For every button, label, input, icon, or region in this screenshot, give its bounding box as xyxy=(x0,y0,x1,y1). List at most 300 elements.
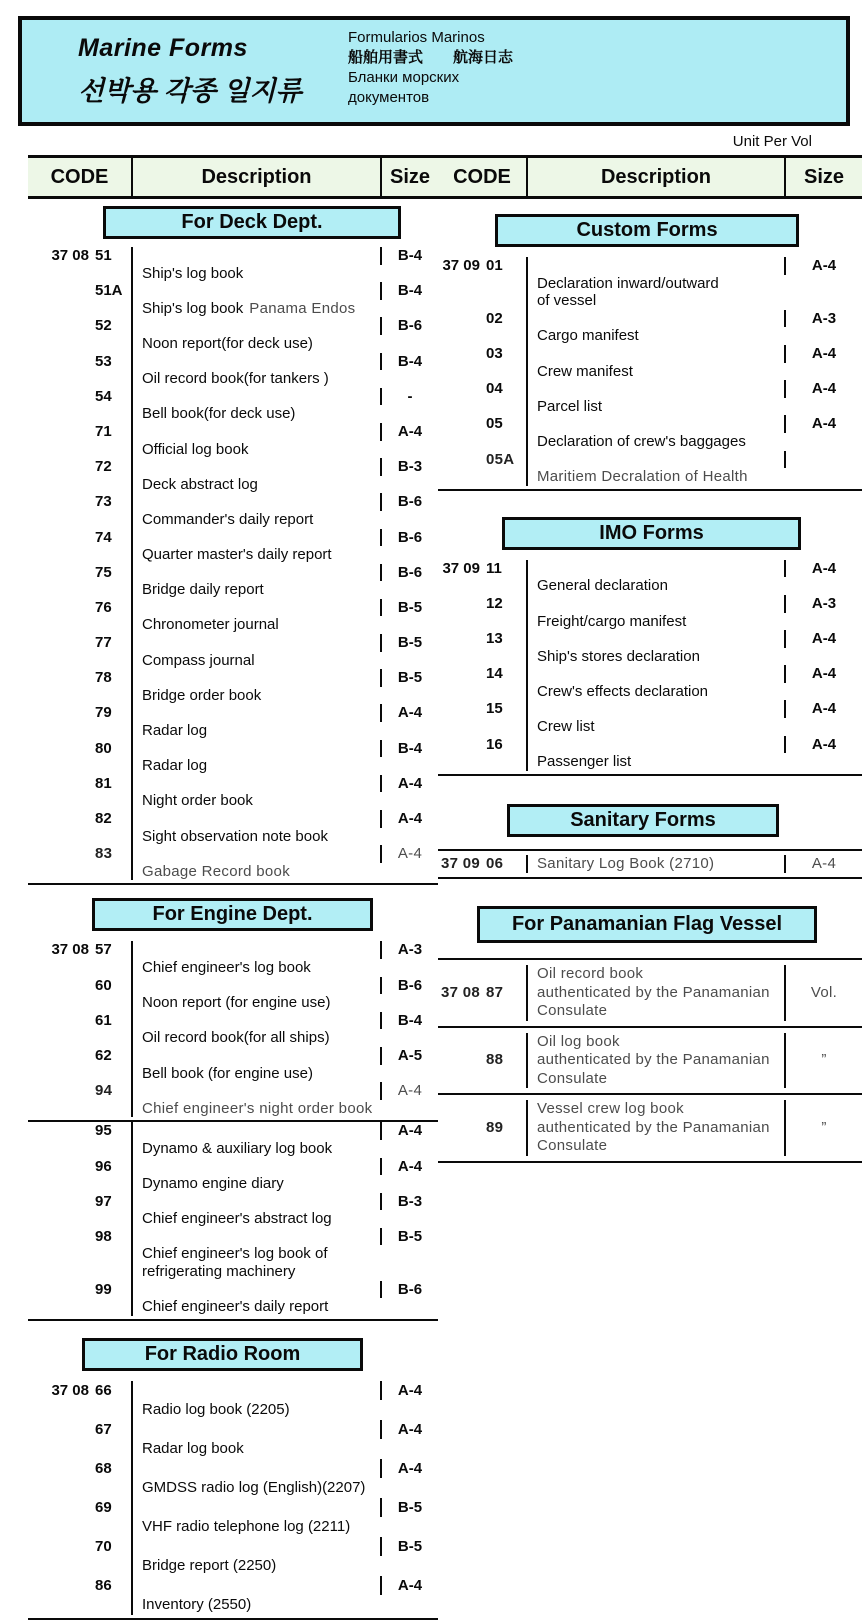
table-row xyxy=(28,1047,438,1082)
description-cell xyxy=(131,423,380,458)
code-cell xyxy=(28,1537,131,1557)
table-row xyxy=(438,1028,862,1096)
size-cell: A-4 xyxy=(380,810,438,828)
description-cell xyxy=(131,529,380,564)
table-row xyxy=(438,257,862,310)
size-cell: A-4 xyxy=(784,345,862,363)
code-suffix: 16 xyxy=(486,735,503,753)
code-cell xyxy=(438,345,526,363)
description-text: Declaration of crew's baggages xyxy=(537,432,746,450)
description-text: Bridge report (2250) xyxy=(142,1557,277,1575)
description-cell xyxy=(131,1122,380,1157)
code-prefix: 37 08 xyxy=(51,1381,89,1399)
size-cell: A-4 xyxy=(784,736,862,754)
size-cell: A-4 xyxy=(784,630,862,648)
code-cell xyxy=(28,1082,131,1100)
code-cell xyxy=(28,529,131,547)
code-suffix: 06 xyxy=(486,854,504,872)
description-cell xyxy=(131,669,380,704)
description-cell xyxy=(131,1082,380,1117)
code-suffix: 52 xyxy=(95,317,112,335)
code-cell xyxy=(438,560,526,578)
code-suffix: 53 xyxy=(95,352,112,370)
code-cell xyxy=(438,984,526,1003)
page-title-chinese: 船舶用書式 航海日志 xyxy=(348,49,514,66)
code-prefix xyxy=(438,700,486,718)
description-cell xyxy=(131,493,380,528)
size-cell: B-5 xyxy=(380,1228,438,1246)
code-suffix: 61 xyxy=(95,1011,112,1029)
code-suffix: 89 xyxy=(486,1118,504,1136)
size-cell: B-5 xyxy=(380,1498,438,1518)
code-prefix xyxy=(438,736,486,754)
code-prefix xyxy=(438,451,486,469)
section-header-custom: Custom Forms xyxy=(495,214,799,247)
description-text: Compass journal xyxy=(142,651,255,669)
table-row xyxy=(28,1122,438,1157)
code-cell xyxy=(438,595,526,613)
description-cell xyxy=(131,1381,380,1420)
description-text: Vessel crew log book authenticated by the Panamanian Consulate xyxy=(537,1100,770,1155)
table-row xyxy=(28,353,438,388)
description-cell xyxy=(526,1033,784,1089)
code-suffix: 15 xyxy=(486,700,503,718)
code-suffix: 60 xyxy=(95,976,112,994)
code-suffix: 75 xyxy=(95,563,112,581)
code-cell xyxy=(28,1576,131,1596)
code-suffix: 79 xyxy=(95,704,112,722)
code-suffix: 70 xyxy=(95,1537,112,1555)
table-row xyxy=(28,704,438,739)
size-cell: A-3 xyxy=(380,941,438,959)
code-cell xyxy=(28,388,131,406)
description-cell xyxy=(131,845,380,880)
description-cell xyxy=(131,1047,380,1082)
code-cell xyxy=(28,1459,131,1479)
description-text: Crew's effects declaration xyxy=(537,682,708,700)
code-suffix: 98 xyxy=(95,1227,112,1245)
table-row xyxy=(28,529,438,564)
code-prefix xyxy=(28,317,95,335)
size-cell: A-3 xyxy=(784,310,862,328)
size-cell: A-4 xyxy=(380,1420,438,1440)
size-cell: A-4 xyxy=(380,1158,438,1176)
table-row xyxy=(28,1576,438,1615)
description-cell xyxy=(131,977,380,1012)
description-text: Radar log xyxy=(142,757,208,775)
size-cell: - xyxy=(380,388,438,406)
description-cell xyxy=(131,1012,380,1047)
code-prefix: 37 09 xyxy=(442,257,480,274)
description-text: Chief engineer's abstract log xyxy=(142,1210,332,1228)
description-cell xyxy=(131,1281,380,1316)
table-row xyxy=(28,1281,438,1316)
table-row xyxy=(28,1228,438,1281)
table-row xyxy=(28,1012,438,1047)
table-row xyxy=(28,1537,438,1576)
size-cell: B-5 xyxy=(380,599,438,617)
size-cell: ” xyxy=(784,1033,862,1089)
code-prefix xyxy=(28,1498,95,1518)
description-text: Quarter master's daily report xyxy=(142,546,332,564)
size-cell: A-4 xyxy=(380,775,438,793)
section-header-deck: For Deck Dept. xyxy=(103,206,401,239)
section-header-sanitary: Sanitary Forms xyxy=(507,804,779,837)
description-text: Maritiem Decralation of Health xyxy=(537,468,748,486)
code-suffix: 67 xyxy=(95,1420,112,1438)
code-prefix xyxy=(28,1082,95,1100)
code-prefix xyxy=(28,1576,95,1596)
size-cell: A-4 xyxy=(380,1381,438,1401)
section-header-panama: For Panamanian Flag Vessel xyxy=(477,906,817,943)
code-cell xyxy=(28,1158,131,1176)
description-text: Inventory (2550) xyxy=(142,1596,252,1614)
code-prefix xyxy=(28,1193,95,1211)
description-cell xyxy=(526,1100,784,1156)
size-header: Size xyxy=(380,158,438,196)
page-title: Marine Forms xyxy=(78,34,248,62)
description-alt-text: Panama Endos xyxy=(249,299,356,317)
description-text: Chief engineer's night order book xyxy=(142,1099,373,1117)
description-cell xyxy=(526,380,784,415)
description-cell xyxy=(131,1576,380,1615)
size-cell: B-6 xyxy=(380,564,438,582)
description-text: General declaration xyxy=(537,577,668,595)
description-text: Chief engineer's log book xyxy=(142,958,311,976)
description-text: Radar log book xyxy=(142,1440,244,1458)
unit-per-vol-note: Unit Per Vol xyxy=(732,133,812,150)
description-text: Oil record book(for tankers ) xyxy=(142,370,329,388)
description-text: Bell book (for engine use) xyxy=(142,1064,313,1082)
code-prefix xyxy=(28,1158,95,1176)
table-row xyxy=(438,595,862,630)
description-cell xyxy=(131,740,380,775)
code-cell xyxy=(28,1193,131,1211)
size-cell xyxy=(784,451,862,469)
size-cell: B-6 xyxy=(380,529,438,547)
code-cell xyxy=(28,845,131,863)
description-cell xyxy=(131,388,380,423)
table-row xyxy=(438,630,862,665)
table-row xyxy=(438,700,862,735)
size-cell: A-4 xyxy=(380,1122,438,1140)
table-row xyxy=(28,493,438,528)
code-suffix: 04 xyxy=(486,380,503,398)
code-prefix xyxy=(28,1459,95,1479)
description-cell xyxy=(526,560,784,595)
description-cell xyxy=(131,599,380,634)
description-cell xyxy=(526,595,784,630)
code-suffix: 81 xyxy=(95,774,112,792)
description-text: Chronometer journal xyxy=(142,616,279,634)
code-suffix: 72 xyxy=(95,458,112,476)
code-cell xyxy=(28,458,131,476)
code-prefix xyxy=(438,415,486,433)
code-suffix: 87 xyxy=(486,983,504,1001)
section-header-imo: IMO Forms xyxy=(502,517,801,550)
code-cell xyxy=(438,415,526,433)
description-text: Ship's log book xyxy=(142,299,244,317)
code-prefix xyxy=(438,310,486,328)
size-cell: B-4 xyxy=(380,247,438,265)
table-row xyxy=(438,380,862,415)
title-translations-block xyxy=(348,28,528,108)
code-header: CODE xyxy=(453,165,511,188)
size-cell: A-4 xyxy=(784,380,862,398)
description-text: Dynamo engine diary xyxy=(142,1175,284,1193)
code-suffix: 74 xyxy=(95,528,112,546)
code-suffix: 66 xyxy=(95,1381,112,1399)
code-cell xyxy=(438,451,526,469)
code-prefix xyxy=(28,423,95,441)
size-cell: ” xyxy=(784,1100,862,1156)
description-text: Oil record book authenticated by the Panamanian Consulate xyxy=(537,965,770,1020)
code-suffix: 86 xyxy=(95,1576,112,1594)
description-cell xyxy=(526,345,784,380)
code-cell xyxy=(28,1281,131,1299)
code-cell xyxy=(28,564,131,582)
code-cell xyxy=(28,1420,131,1440)
description-text: Declaration inward/outward of vessel xyxy=(537,274,719,310)
table-row xyxy=(28,388,438,423)
description-cell xyxy=(131,1420,380,1459)
description-cell xyxy=(526,855,784,874)
code-cell xyxy=(28,1228,131,1246)
size-cell: A-3 xyxy=(784,595,862,613)
code-cell xyxy=(438,630,526,648)
table-row xyxy=(438,851,862,880)
code-suffix: 97 xyxy=(95,1192,112,1210)
description-cell xyxy=(131,704,380,739)
custom-forms-table xyxy=(438,257,862,491)
table-row xyxy=(28,1420,438,1459)
code-cell xyxy=(28,941,131,959)
code-suffix: 76 xyxy=(95,598,112,616)
code-cell xyxy=(28,1047,131,1065)
engine-forms-table-1 xyxy=(28,941,438,1122)
column-header-row-right xyxy=(438,155,862,199)
table-row xyxy=(28,1193,438,1228)
description-cell xyxy=(131,247,380,282)
code-suffix: 82 xyxy=(95,810,112,827)
size-cell: A-4 xyxy=(784,257,862,275)
code-prefix xyxy=(28,669,95,687)
description-cell xyxy=(131,1498,380,1537)
description-text: Radar log xyxy=(142,722,208,740)
code-cell xyxy=(28,1122,131,1140)
code-prefix: 37 09 xyxy=(440,854,480,872)
size-cell: A-4 xyxy=(380,1576,438,1596)
description-cell xyxy=(131,1228,380,1281)
code-suffix: 14 xyxy=(486,665,503,683)
table-row xyxy=(28,423,438,458)
code-prefix xyxy=(28,775,95,793)
code-cell xyxy=(438,665,526,683)
description-text: Official log book xyxy=(142,440,249,458)
description-cell xyxy=(131,353,380,388)
size-cell: B-4 xyxy=(380,282,438,300)
description-text: Night order book xyxy=(142,792,253,810)
description-cell xyxy=(526,257,784,310)
description-cell xyxy=(526,700,784,735)
code-prefix xyxy=(28,388,95,406)
code-prefix xyxy=(438,1119,486,1138)
size-cell: B-5 xyxy=(380,1537,438,1557)
code-suffix: 05A xyxy=(486,450,515,468)
code-prefix xyxy=(28,704,95,722)
page-title-russian: Бланки морских документов xyxy=(348,69,460,106)
table-row xyxy=(28,1459,438,1498)
table-row xyxy=(438,736,862,771)
code-prefix xyxy=(438,345,486,363)
size-cell: B-3 xyxy=(380,1193,438,1211)
code-suffix: 01 xyxy=(486,257,503,274)
table-row xyxy=(438,415,862,450)
code-suffix: 88 xyxy=(486,1051,504,1069)
description-cell xyxy=(526,630,784,665)
page-title-spanish: Formularios Marinos xyxy=(348,29,485,46)
description-text: VHF radio telephone log (2211) xyxy=(142,1518,351,1536)
code-prefix: 37 08 xyxy=(51,941,89,959)
code-prefix xyxy=(28,1420,95,1440)
code-cell xyxy=(438,1051,526,1070)
description-cell xyxy=(526,665,784,700)
code-cell xyxy=(438,855,526,874)
description-text: Bell book(for deck use) xyxy=(142,405,296,423)
code-prefix xyxy=(438,630,486,648)
table-columns xyxy=(0,155,868,1620)
description-header: Description xyxy=(131,158,380,196)
imo-forms-table xyxy=(438,560,862,776)
code-cell xyxy=(438,257,526,275)
description-cell xyxy=(131,775,380,810)
code-cell xyxy=(28,282,131,300)
code-cell xyxy=(28,977,131,995)
code-cell xyxy=(438,736,526,754)
section-sanitary-forms xyxy=(438,804,862,880)
code-suffix: 05 xyxy=(486,415,503,433)
description-text: Sanitary Log Book (2710) xyxy=(537,854,715,872)
size-cell: B-6 xyxy=(380,977,438,995)
description-cell xyxy=(526,451,784,486)
code-prefix xyxy=(28,634,95,652)
description-cell xyxy=(131,564,380,599)
right-column xyxy=(438,155,862,1620)
size-cell: B-5 xyxy=(380,634,438,652)
description-text: Chief engineer's daily report xyxy=(142,1298,329,1316)
table-row xyxy=(438,665,862,700)
description-cell xyxy=(131,317,380,352)
title-banner xyxy=(18,16,850,126)
description-cell xyxy=(131,1158,380,1193)
description-text: Noon report(for deck use) xyxy=(142,334,313,352)
table-row xyxy=(438,345,862,380)
size-cell: B-6 xyxy=(380,317,438,335)
section-radio-room xyxy=(28,1338,438,1620)
table-row xyxy=(28,1082,438,1117)
size-cell: A-5 xyxy=(380,1047,438,1065)
code-prefix xyxy=(28,1281,95,1299)
code-prefix xyxy=(28,810,95,828)
code-cell xyxy=(28,493,131,511)
code-suffix: 99 xyxy=(95,1280,112,1298)
description-text: Gabage Record book xyxy=(142,862,290,880)
panamanian-forms-table xyxy=(438,958,862,1163)
table-row xyxy=(28,1498,438,1537)
code-prefix xyxy=(28,1228,95,1246)
section-deck-dept xyxy=(28,206,438,885)
code-prefix xyxy=(28,353,95,371)
code-prefix xyxy=(438,1051,486,1070)
description-text: Chief engineer's log book of refrigerating machinery xyxy=(142,1245,328,1281)
size-cell: A-4 xyxy=(784,665,862,683)
table-row xyxy=(28,317,438,352)
code-prefix: 37 08 xyxy=(51,247,89,264)
description-text: Crew list xyxy=(537,718,595,736)
description-text: Ship's log book xyxy=(142,264,244,282)
code-suffix: 13 xyxy=(486,630,503,648)
description-text: Commander's daily report xyxy=(142,510,314,528)
code-prefix: 37 09 xyxy=(442,559,480,577)
description-text: Bridge daily report xyxy=(142,581,264,599)
code-suffix: 78 xyxy=(95,669,112,687)
description-cell xyxy=(526,415,784,450)
engine-forms-table-2 xyxy=(28,1122,438,1321)
sanitary-forms-table xyxy=(438,849,862,880)
code-header: CODE xyxy=(50,165,109,188)
size-header: Size xyxy=(784,158,862,196)
size-cell: A-4 xyxy=(380,704,438,722)
description-text: Noon report (for engine use) xyxy=(142,994,331,1012)
description-cell xyxy=(131,634,380,669)
table-row xyxy=(28,247,438,282)
code-suffix: 96 xyxy=(95,1157,112,1175)
code-cell xyxy=(28,247,131,265)
code-cell xyxy=(28,1381,131,1401)
section-imo-forms xyxy=(438,517,862,776)
section-panamanian-flag xyxy=(438,906,862,1163)
column-header-row-left xyxy=(28,155,438,199)
size-cell: B-6 xyxy=(380,1281,438,1299)
code-cell xyxy=(28,775,131,793)
code-cell xyxy=(438,310,526,328)
table-row xyxy=(28,634,438,669)
description-text: Ship's stores declaration xyxy=(537,647,700,665)
code-prefix xyxy=(28,977,95,995)
table-row xyxy=(438,310,862,345)
size-cell: A-4 xyxy=(784,415,862,433)
description-text: Radio log book (2205) xyxy=(142,1401,290,1419)
description-text: Sight observation note book xyxy=(142,827,328,845)
table-row xyxy=(28,1381,438,1420)
table-row xyxy=(438,560,862,595)
code-cell xyxy=(438,700,526,718)
table-row xyxy=(28,282,438,317)
code-prefix xyxy=(28,845,95,863)
description-cell xyxy=(526,310,784,345)
size-cell: B-3 xyxy=(380,458,438,476)
section-custom-forms xyxy=(438,214,862,491)
description-cell xyxy=(526,965,784,1021)
description-text: Crew manifest xyxy=(537,362,633,380)
radio-forms-table xyxy=(28,1381,438,1620)
code-suffix: 02 xyxy=(486,309,503,327)
code-suffix: 03 xyxy=(486,344,503,362)
code-prefix xyxy=(28,458,95,476)
table-row xyxy=(438,1095,862,1163)
description-text: Freight/cargo manifest xyxy=(537,612,687,630)
code-suffix: 51A xyxy=(95,282,123,300)
